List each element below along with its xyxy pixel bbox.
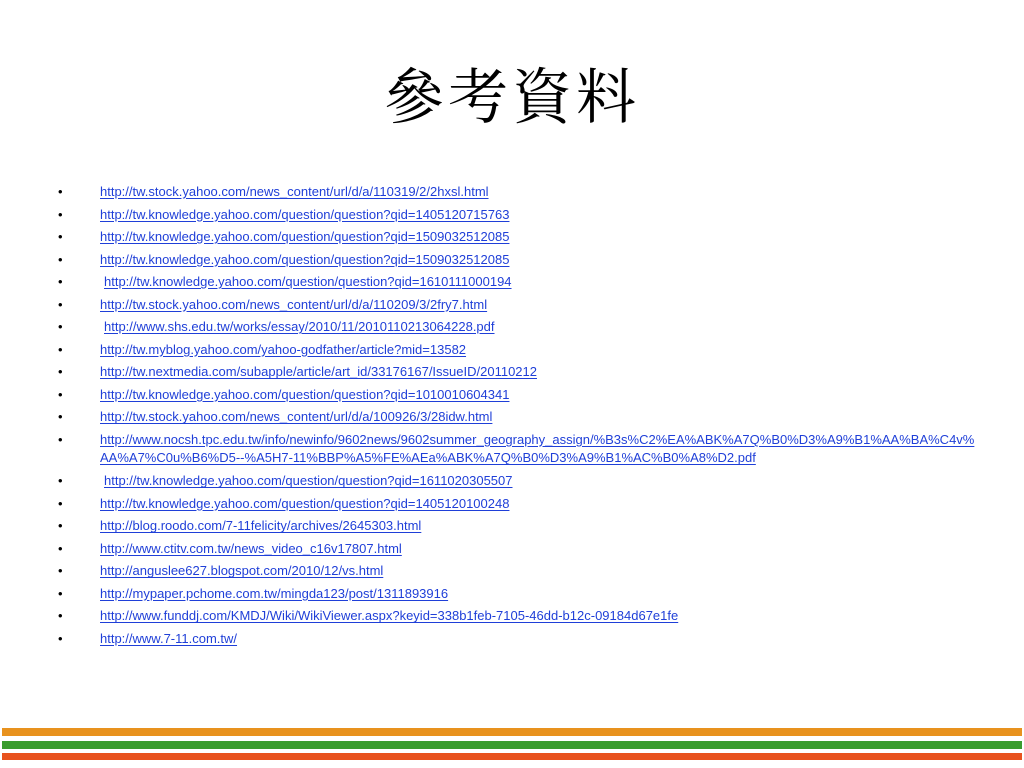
footer-bar-orange [2,728,1022,736]
reference-link[interactable]: http://tw.knowledge.yahoo.com/question/question?qid=1010010604341 [100,386,510,402]
reference-item [56,472,976,491]
bullet-marker: • [58,184,63,199]
reference-link[interactable]: http://tw.knowledge.yahoo.com/question/question?qid=1405120100248 [100,495,510,511]
bullet-marker: • [58,229,63,245]
reference-link[interactable]: http://tw.knowledge.yahoo.com/question/question?qid=1610111000194 [104,274,512,290]
reference-link[interactable]: http://tw.stock.yahoo.com/news_content/url/d/a/110319/2/2hxsl.html [100,184,489,199]
reference-link[interactable]: http://www.shs.edu.tw/works/essay/2010/11/2010110213064228.pdf [104,319,495,335]
bullet-marker: • [58,319,63,335]
reference-link[interactable]: http://tw.knowledge.yahoo.com/question/question?qid=1509032512085 [100,229,510,245]
reference-link[interactable]: http://tw.stock.yahoo.com/news_content/url/d/a/110209/3/2fry7.html [100,296,488,312]
bullet-marker: • [58,409,63,425]
reference-item [56,517,976,536]
reference-item [56,296,976,315]
reference-list [56,183,976,652]
reference-item [56,251,976,270]
bullet-marker: • [58,251,63,267]
bullet-marker: • [58,608,63,624]
bullet-marker: • [58,540,63,556]
bullet-marker: • [58,206,63,222]
bullet-marker: • [58,341,63,357]
reference-item [56,228,976,247]
reference-link[interactable]: http://tw.myblog.yahoo.com/yahoo-godfather/article?mid=13582 [100,341,467,357]
bullet-marker: • [58,386,63,402]
reference-item [56,607,976,626]
bullet-marker: • [58,563,63,579]
reference-link[interactable]: http://tw.knowledge.yahoo.com/question/question?qid=1611020305507 [104,473,513,489]
reference-link[interactable]: http://www.ctitv.com.tw/news_video_c16v17807.html [100,540,402,556]
footer-bar-green [2,741,1022,749]
reference-link[interactable]: http://tw.knowledge.yahoo.com/question/question?qid=1509032512085 [100,251,510,267]
reference-item [56,585,976,604]
bullet-marker: • [58,274,63,290]
reference-item [56,183,976,202]
reference-item [56,341,976,360]
bullet-marker: • [58,585,63,601]
reference-item [56,363,976,382]
bullet-marker: • [58,495,63,511]
reference-item [56,386,976,405]
footer-bar-red [2,753,1022,760]
reference-item [56,495,976,514]
reference-item [56,408,976,427]
bullet-marker: • [58,518,63,534]
bullet-marker: • [58,296,63,312]
bullet-marker: • [58,630,63,646]
reference-link[interactable]: http://tw.knowledge.yahoo.com/question/question?qid=1405120715763 [100,206,510,222]
reference-link[interactable]: http://mypaper.pchome.com.tw/mingda123/post/1311893916 [100,585,449,601]
reference-link[interactable]: http://tw.nextmedia.com/subapple/article/art_id/33176167/IssueID/20110212 [100,364,537,380]
reference-item [56,630,976,649]
reference-link[interactable]: http://anguslee627.blogspot.com/2010/12/vs.html [100,563,384,579]
bullet-marker: • [58,364,63,380]
reference-item [56,431,976,468]
bullet-marker: • [58,473,63,489]
reference-item [56,562,976,581]
reference-item [56,540,976,559]
reference-item [56,273,976,292]
reference-link[interactable]: http://blog.roodo.com/7-11felicity/archives/2645303.html [100,518,422,534]
reference-link[interactable]: http://www.7-11.com.tw/ [100,630,238,646]
reference-item [56,318,976,337]
reference-item [56,206,976,225]
reference-link[interactable]: http://www.funddj.com/KMDJ/Wiki/WikiViewer.aspx?keyid=338b1feb-7105-46dd-b12c-09184d67e1fe [100,608,679,624]
reference-link[interactable]: http://tw.stock.yahoo.com/news_content/url/d/a/100926/3/28idw.html [100,409,493,425]
reference-link[interactable]: http://www.nocsh.tpc.edu.tw/info/newinfo/9602news/9602summer_geography_assign/%B3s%C2%EA%ABK%A7Q%B0%D3%A9%B1%AA%BA%C4v%AA%A7%C0u%B6%D5--%A5H7-11%BBP%A5%FE%AEa%ABK%A7Q%B0%D3%A9%B1%AC%B0%A8%D2.pdf [100,431,975,466]
bullet-marker: • [58,431,63,447]
slide-title: 參考資料 [384,63,640,133]
